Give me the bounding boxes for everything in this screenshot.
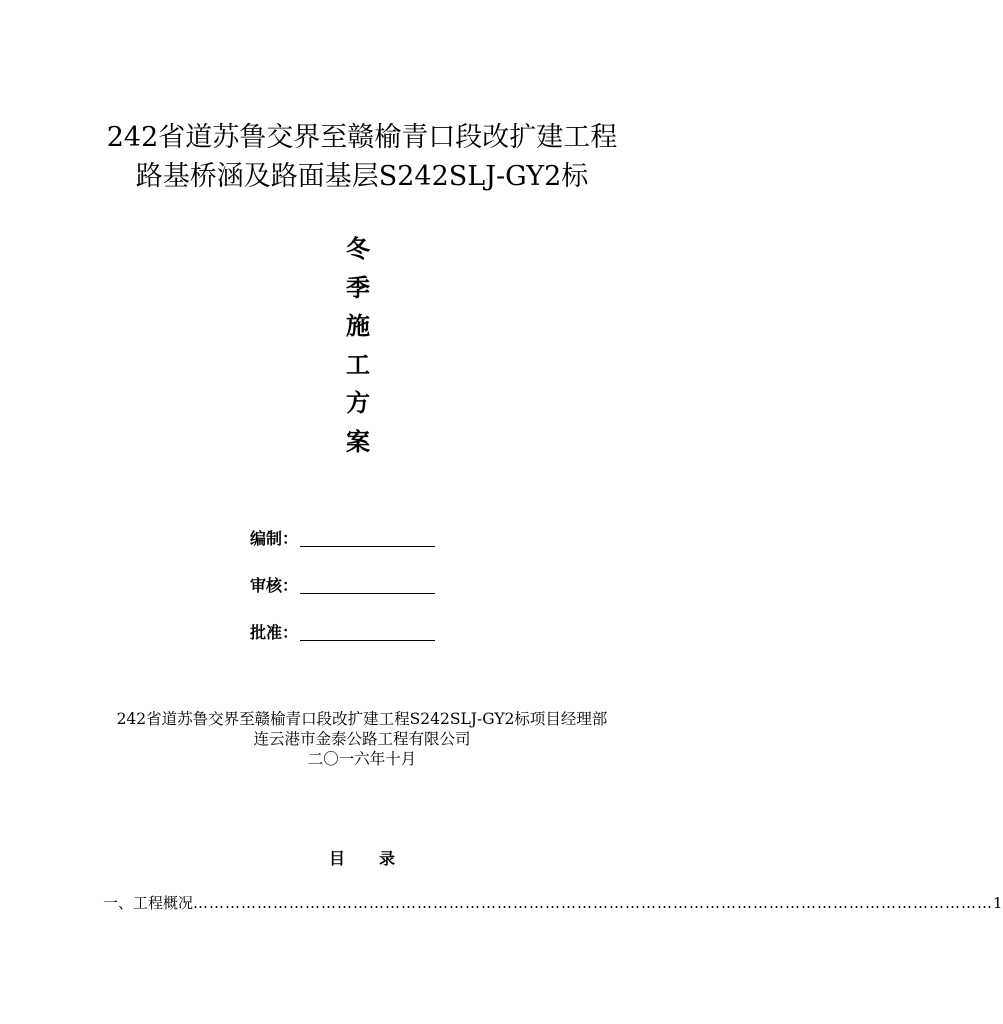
signature-row-review	[250, 572, 435, 596]
project-title-line-1: 242省道苏鲁交界至赣榆青口段改扩建工程	[106, 122, 618, 153]
document-title-vertical	[340, 230, 376, 461]
signature-label-review: 审核：	[250, 576, 299, 595]
toc-entry-page: 1	[993, 894, 1003, 912]
issuer-department: 242省道苏鲁交界至赣榆青口段改扩建工程S242SLJ-GY2标项目经理部	[116, 710, 608, 728]
signature-label-approve: 批准：	[250, 623, 299, 642]
document-title-char: 方	[346, 388, 370, 417]
issuer-company: 连云港市金泰公路工程有限公司	[253, 730, 471, 748]
signature-row-edit	[250, 525, 435, 549]
document-title-char: 冬	[346, 234, 370, 263]
signature-row-approve	[250, 619, 435, 643]
signature-line-review	[300, 575, 435, 594]
document-title-char: 案	[346, 426, 370, 456]
toc-heading	[0, 846, 724, 869]
toc-leader-dots: ……………………………………………………………………………………………………………………………………	[193, 894, 994, 912]
document-title-char: 施	[346, 311, 370, 340]
toc-entry-text: 一、工程概况	[103, 894, 194, 912]
toc-entry[interactable]	[103, 893, 1003, 913]
document-title-char: 季	[346, 272, 370, 302]
document-title-char: 工	[346, 349, 370, 379]
signature-line-approve	[300, 622, 435, 641]
toc-heading-second: 录	[379, 849, 396, 868]
issue-date: 二〇一六年十月	[307, 750, 417, 768]
toc-heading-first: 目	[328, 849, 345, 868]
signature-label-edit: 编制：	[250, 529, 299, 548]
signature-line-edit	[300, 528, 435, 547]
project-title-line-2: 路基桥涵及路面基层S242SLJ-GY2标	[135, 161, 589, 192]
